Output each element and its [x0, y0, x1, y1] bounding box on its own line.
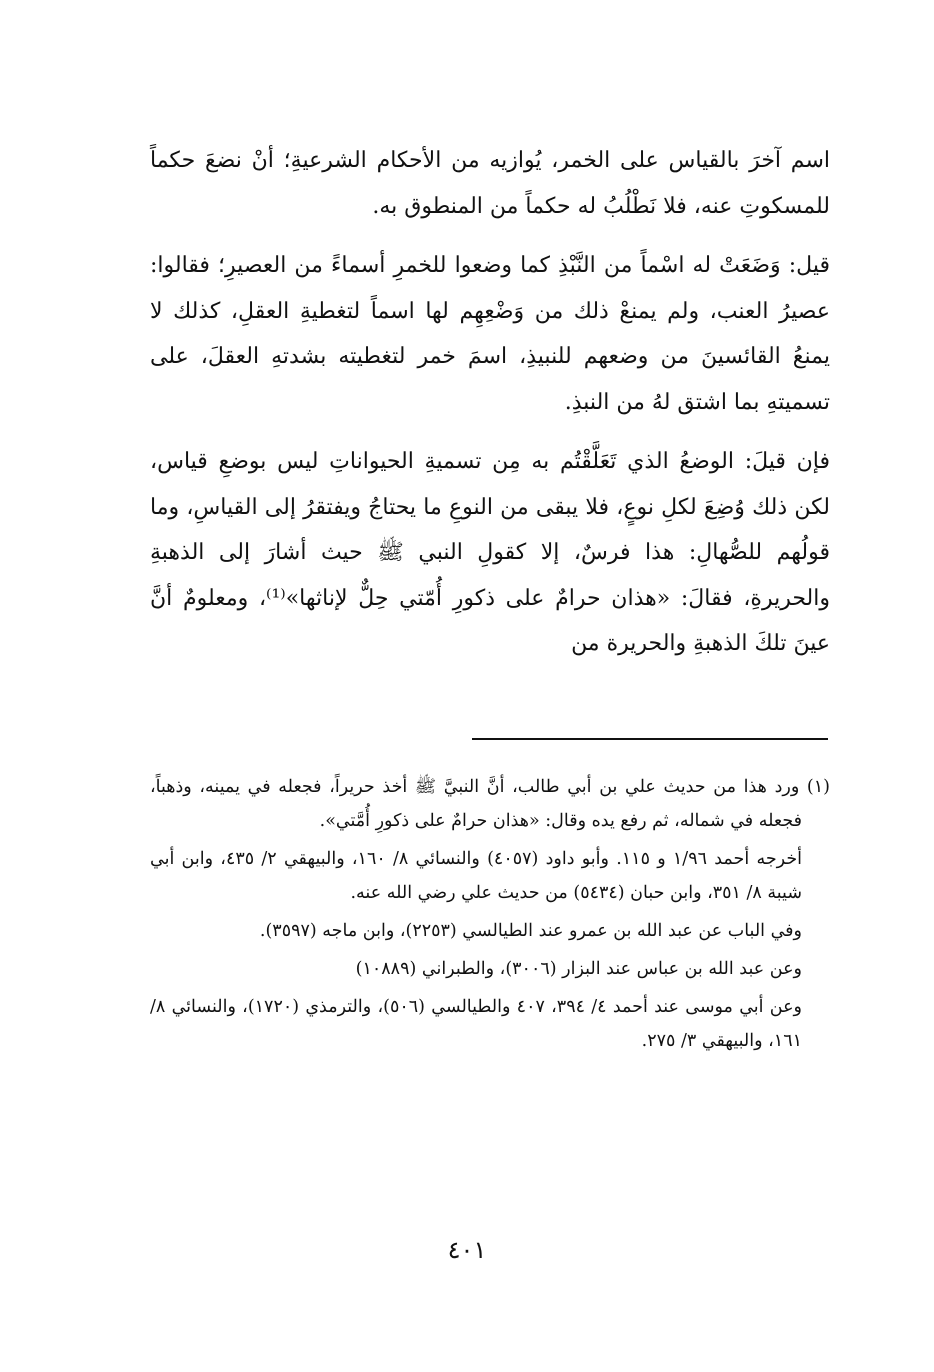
footnote-1-ibn-abbas: وعن عبد الله بن عباس عند البزار (٣٠٠٦)، والطبراني (١٠٨٨٩)	[355, 959, 802, 979]
footnote-1: (١) ورد هذا من حديث علي بن أبي طالب، أنَّ النبيَّ ﷺ أخذ حريراً، فجعله في يمينه، وذهباً، فجعله في شماله، ثم رفع يده وقال: «هذان حرامٌ على ذكورِ أُمَّتي».	[150, 777, 830, 831]
page-number: ٤٠١	[447, 1236, 487, 1264]
footnote-1-takhrij: أخرجه أحمد ١/٩٦ و ١١٥. وأبو داود (٤٠٥٧) والنسائي ٨/ ١٦٠، والبيهقي ٢/ ٤٣٥، وابن أبي شيبة ٨/ ٣٥١، وابن حبان (٥٤٣٤) من حديث علي رضي الله عنه.	[150, 849, 803, 903]
paragraph-3: فإن قيلَ: الوضعُ الذي تَعَلَّقْتُم به مِن تسميةِ الحيواناتِ ليس بوضعِ قياس، لكن ذلك وُضِعَ لكلِ نوعٍ، فلا يبقى من النوعِ ما يحتاجُ ويفتقرُ إلى القياسِ، وما قولُهم للصُّهالِ: هذا فرسٌ، إلا كقولِ النبي ﷺ حيث أشارَ إلى الذهبةِ والحريرةِ، فقالَ: «هذان حرامٌ على ذكورِ أُمّتي حِلٌّ لإناثها»⁽¹⁾، ومعلومٌ أنَّ عينَ تلكَ الذهبةِ والحريرة من	[150, 449, 830, 656]
main-text	[150, 138, 830, 667]
paragraph-1: اسم آخرَ بالقياس على الخمر، يُوازيه من الأحكام الشرعيةِ؛ أنْ نضعَ حكماً للمسكوتِ عنه، فلا نَطْلُبُ له حكماً من المنطوق به.	[150, 148, 830, 219]
footnotes	[150, 770, 830, 1058]
footnote-separator	[472, 738, 828, 740]
paragraph-2: قيل: وَضَعَتْ له اسْماً من النَّبْذِ كما وضعوا للخمرِ أسماءً من العصيرِ؛ فقالوا: عصيرُ العنب، ولم يمنعْ ذلك من وَضْعِهِم لها اسماً لتغطيةِ العقلِ، كذلك لا يمنعُ القائسينَ من وضعهم للنبيذِ، اسمَ خمر لتغطيته بشدتهِ العقلَ، على تسميتهِ بما اشتق لهُ من النبذِ.	[150, 253, 830, 415]
footnote-1-abu-musa: وعن أبي موسى عند أحمد ٤/ ٣٩٤، ٤٠٧ والطيالسي (٥٠٦)، والترمذي (١٧٢٠)، والنسائي ٨/ ١٦١، والبيهقي ٣/ ٢٧٥.	[150, 997, 802, 1051]
footnote-1-bab: وفي الباب عن عبد الله بن عمرو عند الطيالسي (٢٢٥٣)، وابن ماجه (٣٥٩٧).	[259, 921, 802, 941]
